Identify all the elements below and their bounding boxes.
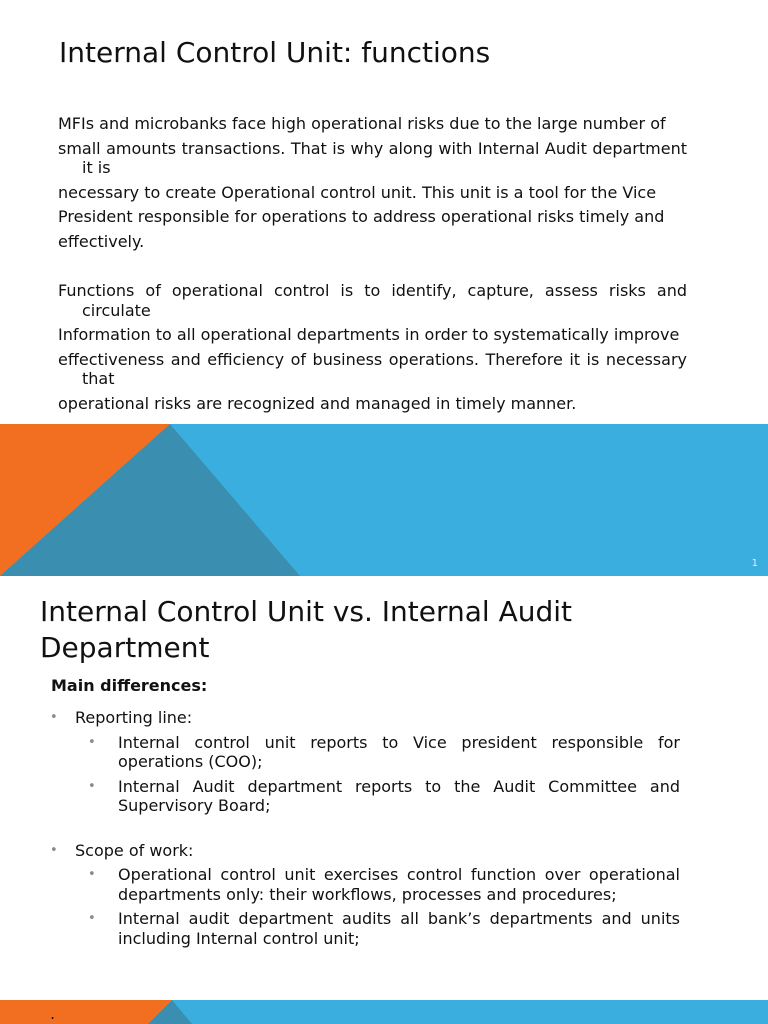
body-line: small amounts transactions. That is why along with Internal Audit department it is — [58, 138, 687, 177]
slide-2 — [0, 576, 768, 1024]
item-text: Operational control unit exercises control function over operational departments only: their workflows, processes and procedures; — [118, 865, 680, 904]
list-item — [0, 841, 768, 861]
slide-1-title: Internal Control Unit: functions — [59, 36, 491, 69]
body-line: Information to all operational departments in order to systematically improve — [58, 325, 680, 344]
paragraph-gap — [58, 256, 687, 281]
body-line: Functions of operational control is to identify, capture, assess risks and circulate — [58, 281, 687, 320]
slide-2-title: Internal Control Unit vs. Internal Audit Department — [40, 595, 573, 664]
list-item — [0, 777, 680, 816]
list-item — [0, 708, 768, 728]
section-label: Scope of work: — [75, 840, 194, 860]
list-item — [0, 909, 680, 948]
bullet-icon: • — [50, 710, 58, 725]
slide-1-banner — [0, 424, 768, 576]
bullet-icon: • — [88, 778, 96, 794]
item-text: Internal Audit department reports to the Audit Committee and Supervisory Board; — [118, 776, 680, 815]
bullet-icon: • — [88, 734, 96, 750]
body-line: necessary to create Operational control unit. This unit is a tool for the Vice — [58, 182, 657, 202]
bullet-icon: • — [88, 911, 96, 926]
trailing-mark: . — [50, 1004, 56, 1023]
body-line: MFIs and microbanks face high operational risks due to the large number of — [58, 114, 666, 133]
list-item — [0, 865, 680, 904]
item-text: Internal control unit reports to Vice president responsible for operations (COO); — [118, 732, 680, 771]
section-gap — [0, 821, 768, 841]
body-line: effectiveness and efficiency of business operations. Therefore it is necessary that — [58, 349, 687, 388]
bullet-list — [0, 708, 768, 953]
body-line: President responsible for operations to address operational risks timely and — [58, 207, 665, 226]
subheading: Main differences: — [51, 676, 208, 695]
slide-2-banner — [0, 1000, 768, 1024]
bullet-icon: • — [50, 842, 58, 858]
slide-1-body — [58, 114, 687, 418]
slide-number: 1 — [751, 558, 758, 569]
section-label: Reporting line: — [75, 708, 193, 727]
body-line: operational risks are recognized and managed in timely manner. — [58, 393, 577, 413]
bullet-icon: • — [88, 867, 96, 882]
list-item — [0, 733, 680, 772]
body-line: effectively. — [58, 231, 145, 251]
item-text: Internal audit department audits all bank’s departments and units including Internal control unit; — [118, 909, 680, 948]
